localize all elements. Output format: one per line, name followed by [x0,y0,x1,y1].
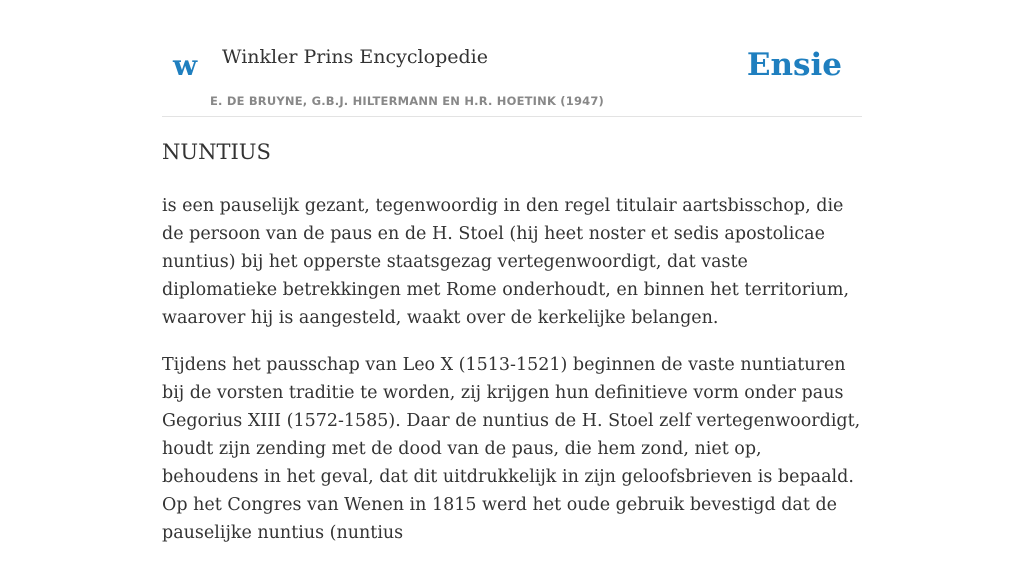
entry-body [162,192,862,566]
winkler-prins-logo[interactable]: w [173,49,198,82]
entry-paragraph: Tijdens het pausschap van Leo X (1513-1521) beginnen de vaste nuntiaturen bij de vorsten traditie te worden, zij krijgen hun definitieve vorm onder paus Gegorius XIII (1572-1585). Daar de nuntius de H. Stoel zelf vertegenwoordigt, houdt zijn zending met de dood van de paus, die hem zond, niet op, behoudens in het geval, dat dit uitdrukkelijk in zijn geloofsbrieven is bepaald. Op het Congres van Wenen in 1815 werd het oude gebruik bevestigd dat de pauselijke nuntius (nuntius [162,355,861,543]
entry-title: NUNTIUS [162,140,271,164]
encyclopedia-title[interactable]: Winkler Prins Encyclopedie [222,46,488,68]
entry-paragraph: is een pauselijk gezant, tegenwoordig in den regel titulair aartsbisschop, die de persoon van de paus en de H. Stoel (hij heet noster et sedis apostolicae nuntius) bij het opperste staatsgezag vertegenwoordigt, dat vaste diplomatieke betrekkingen met Rome onderhoudt, en binnen het territorium, waarover hij is aangesteld, waakt over de kerkelijke belangen. [162,196,850,328]
ensie-logo[interactable]: Ensie [746,47,842,83]
site-header [162,0,862,117]
authors-line: E. DE BRUYNE, G.B.J. HILTERMANN EN H.R. HOETINK (1947) [210,94,605,108]
